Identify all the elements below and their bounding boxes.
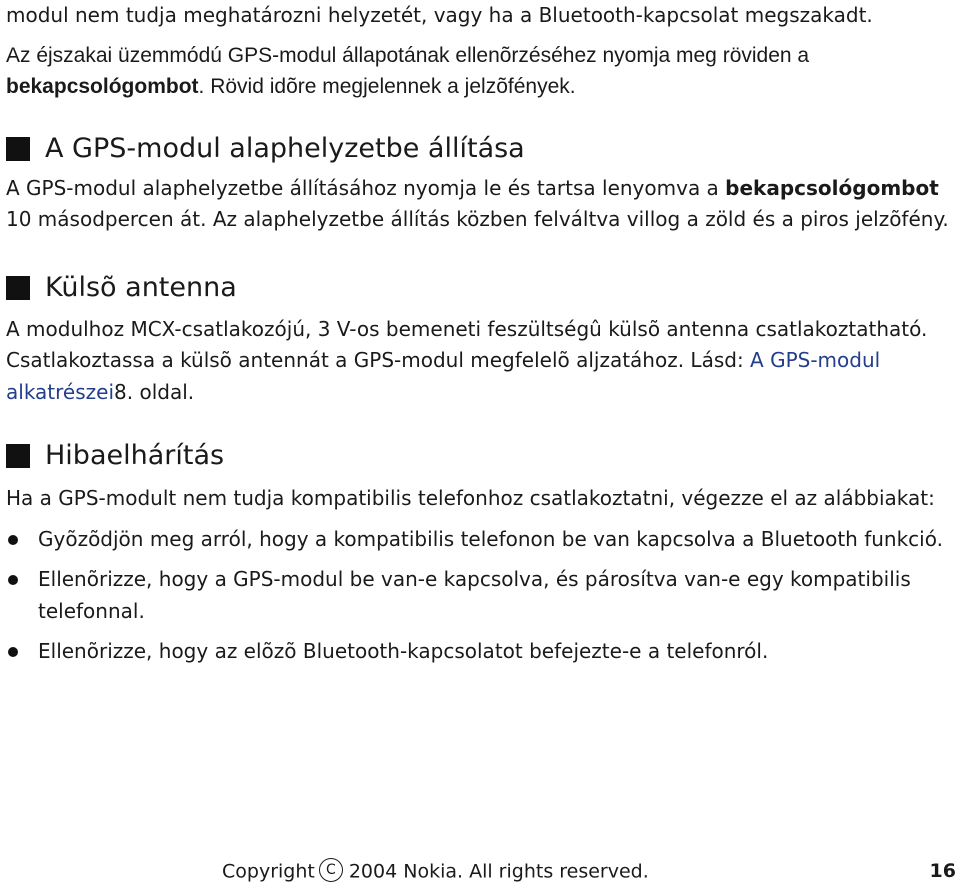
reset-paragraph bbox=[6, 173, 954, 236]
document-page bbox=[6, 0, 954, 668]
list-item bbox=[6, 636, 954, 668]
intro-paragraph-1 bbox=[6, 0, 954, 32]
section-heading-reset-text: A GPS-modul alaphelyzetbe állítása bbox=[45, 132, 525, 164]
power-button-term: bekapcsológombot bbox=[6, 75, 199, 98]
bullet-icon bbox=[8, 647, 18, 657]
section-heading-troubleshooting bbox=[6, 438, 954, 474]
link-page-number: 8 bbox=[114, 379, 127, 404]
bullet-icon bbox=[8, 535, 18, 545]
list-item-text: Ellenõrizze, hogy a GPS-modul be van-e kapcsolva, és párosítva van-e egy kompatibilis telefonnal. bbox=[38, 567, 911, 623]
copyright-notice bbox=[222, 860, 649, 884]
list-item-text: Gyõzõdjön meg arról, hogy a kompatibilis telefonon be van kapcsolva a Bluetooth funkció. bbox=[38, 526, 943, 551]
page-number: 16 bbox=[929, 860, 956, 882]
heading-square-icon bbox=[6, 276, 30, 300]
intro-paragraph-2-text-b: . Rövid idõre megjelennek a jelzõfények. bbox=[198, 75, 576, 98]
troubleshooting-list bbox=[6, 524, 954, 668]
reset-text-b: 10 másodpercen át. Az alaphelyzetbe állítás közben felváltva villog a zöld és a piros jelzõfény. bbox=[6, 207, 949, 231]
intro-paragraph-2 bbox=[6, 40, 954, 103]
page-footer bbox=[0, 860, 960, 888]
antenna-text-b: . oldal. bbox=[126, 379, 195, 404]
troubleshooting-intro-text: Ha a GPS-modult nem tudja kompatibilis telefonhoz csatlakoztatni, végezze el az alábbiakat: bbox=[6, 486, 935, 510]
antenna-text-a: A modulhoz MCX-csatlakozójú, 3 V-os bemeneti feszültségû külsõ antenna csatlakoztatható. Csatlakoztassa a külsõ antennát a GPS-modul megfelelõ aljzatához. Lásd: bbox=[6, 316, 928, 372]
section-heading-reset bbox=[6, 131, 954, 167]
section-heading-troubleshooting-text: Hibaelhárítás bbox=[45, 440, 225, 471]
section-heading-antenna-text: Külsõ antenna bbox=[45, 271, 237, 303]
copyright-icon: C bbox=[319, 858, 343, 882]
heading-square-icon bbox=[6, 137, 30, 161]
copyright-word: Copyright bbox=[222, 860, 315, 883]
section-heading-antenna bbox=[6, 270, 954, 306]
gps-parts-link[interactable]: A GPS-modul alkatrészei bbox=[6, 348, 881, 404]
intro-paragraph-1-text: modul nem tudja meghatározni helyzetét, vagy ha a Bluetooth-kapcsolat megszakadt. bbox=[6, 3, 873, 27]
list-item bbox=[6, 524, 954, 556]
power-button-term: bekapcsológombot bbox=[725, 175, 939, 200]
bullet-icon bbox=[8, 575, 18, 585]
copyright-text: 2004 Nokia. All rights reserved. bbox=[348, 860, 649, 883]
antenna-paragraph bbox=[6, 314, 954, 409]
heading-square-icon bbox=[6, 444, 30, 468]
list-item-text: Ellenõrizze, hogy az elõzõ Bluetooth-kapcsolatot befejezte-e a telefonról. bbox=[38, 639, 769, 663]
list-item bbox=[6, 564, 954, 627]
troubleshooting-intro bbox=[6, 483, 954, 515]
reset-text-a: A GPS-modul alaphelyzetbe állításához nyomja le és tartsa lenyomva a bbox=[6, 175, 726, 200]
intro-paragraph-2-text-a: Az éjszakai üzemmódú GPS-modul állapotának ellenõrzéséhez nyomja meg röviden a bbox=[6, 43, 810, 67]
